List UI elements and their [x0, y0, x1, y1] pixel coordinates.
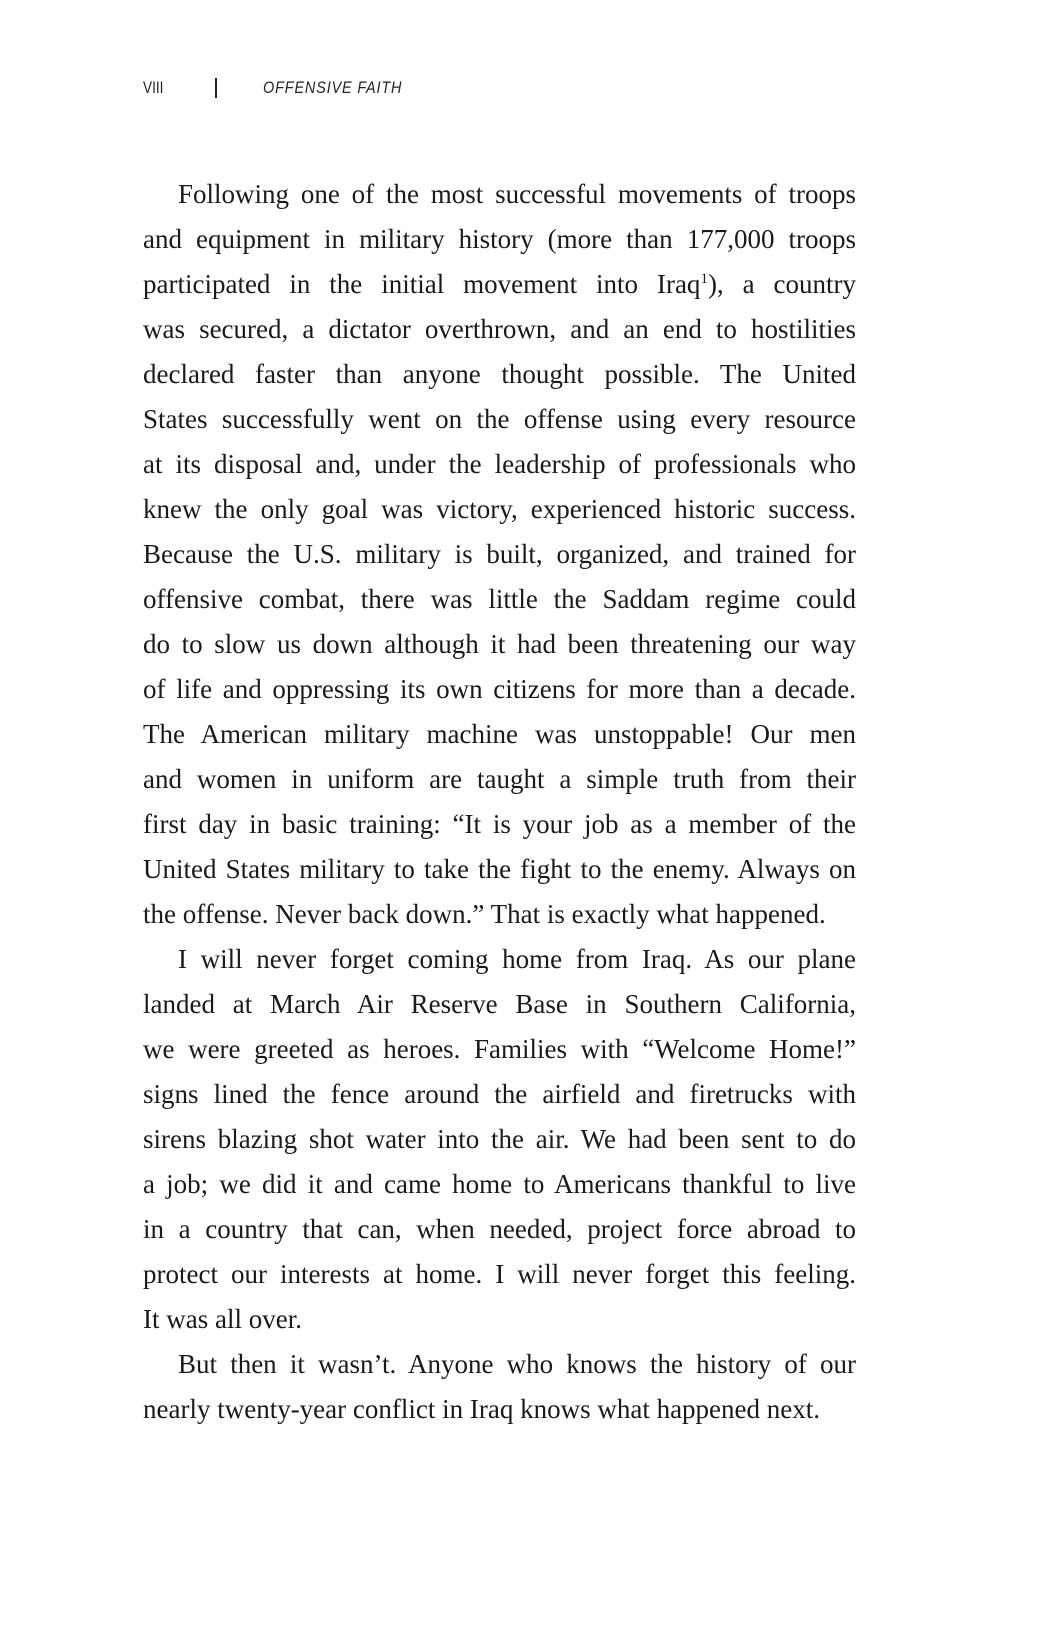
text-line: But then it wasn’t. Anyone who knows the history of our [178, 1349, 856, 1379]
text-line: do to slow us down although it had been threatening our way [143, 629, 856, 659]
text-line: first day in basic training: “It is your job as a member of the [143, 809, 856, 839]
page-number: VIII [143, 78, 164, 97]
header-divider [215, 78, 217, 98]
text-line: of life and oppressing its own citizens for more than a decade. [143, 674, 856, 704]
text-line: It was all over. [143, 1304, 302, 1334]
text-line: in a country that can, when needed, project force abroad to [143, 1214, 856, 1244]
line-text-tail: ), a country [707, 269, 856, 299]
text-line: Because the U.S. military is built, organized, and trained for [143, 539, 856, 569]
text-line [143, 262, 856, 307]
text-line: we were greeted as heroes. Families with “Welcome Home!” [143, 1034, 856, 1064]
text-line: signs lined the fence around the airfield and firetrucks with [143, 1079, 856, 1109]
text-line: and equipment in military history (more than 177,000 troops [143, 224, 856, 254]
text-line: offensive combat, there was little the Saddam regime could [143, 584, 856, 614]
text-line: sirens blazing shot water into the air. We had been sent to do [143, 1124, 856, 1154]
text-line: was secured, a dictator overthrown, and an end to hostilities [143, 314, 856, 344]
text-line: declared faster than anyone thought possible. The United [143, 359, 856, 389]
paragraph [143, 1342, 856, 1432]
text-line: I will never forget coming home from Iraq. As our plane [178, 944, 856, 974]
text-line: landed at March Air Reserve Base in Southern California, [143, 989, 856, 1019]
body-text [143, 172, 856, 1432]
text-line: nearly twenty-year conflict in Iraq knows what happened next. [143, 1394, 821, 1424]
text-line: Following one of the most successful movements of troops [178, 179, 856, 209]
line-text: participated in the initial movement into Iraq [143, 269, 701, 299]
text-line: the offense. Never back down.” That is exactly what happened. [143, 899, 826, 929]
text-line: protect our interests at home. I will never forget this feeling. [143, 1259, 856, 1289]
text-line: at its disposal and, under the leadership of professionals who [143, 449, 856, 479]
text-line: knew the only goal was victory, experienced historic success. [143, 494, 856, 524]
footnote-reference[interactable]: 1 [700, 271, 708, 287]
running-header [143, 76, 427, 100]
paragraph [143, 172, 856, 937]
text-line: a job; we did it and came home to Americans thankful to live [143, 1169, 856, 1199]
text-line: States successfully went on the offense using every resource [143, 404, 856, 434]
text-line: United States military to take the fight to the enemy. Always on [143, 854, 856, 884]
running-title: OFFENSIVE FAITH [263, 78, 403, 97]
text-line: The American military machine was unstoppable! Our men [143, 719, 856, 749]
text-line: and women in uniform are taught a simple truth from their [143, 764, 856, 794]
paragraph [143, 937, 856, 1342]
